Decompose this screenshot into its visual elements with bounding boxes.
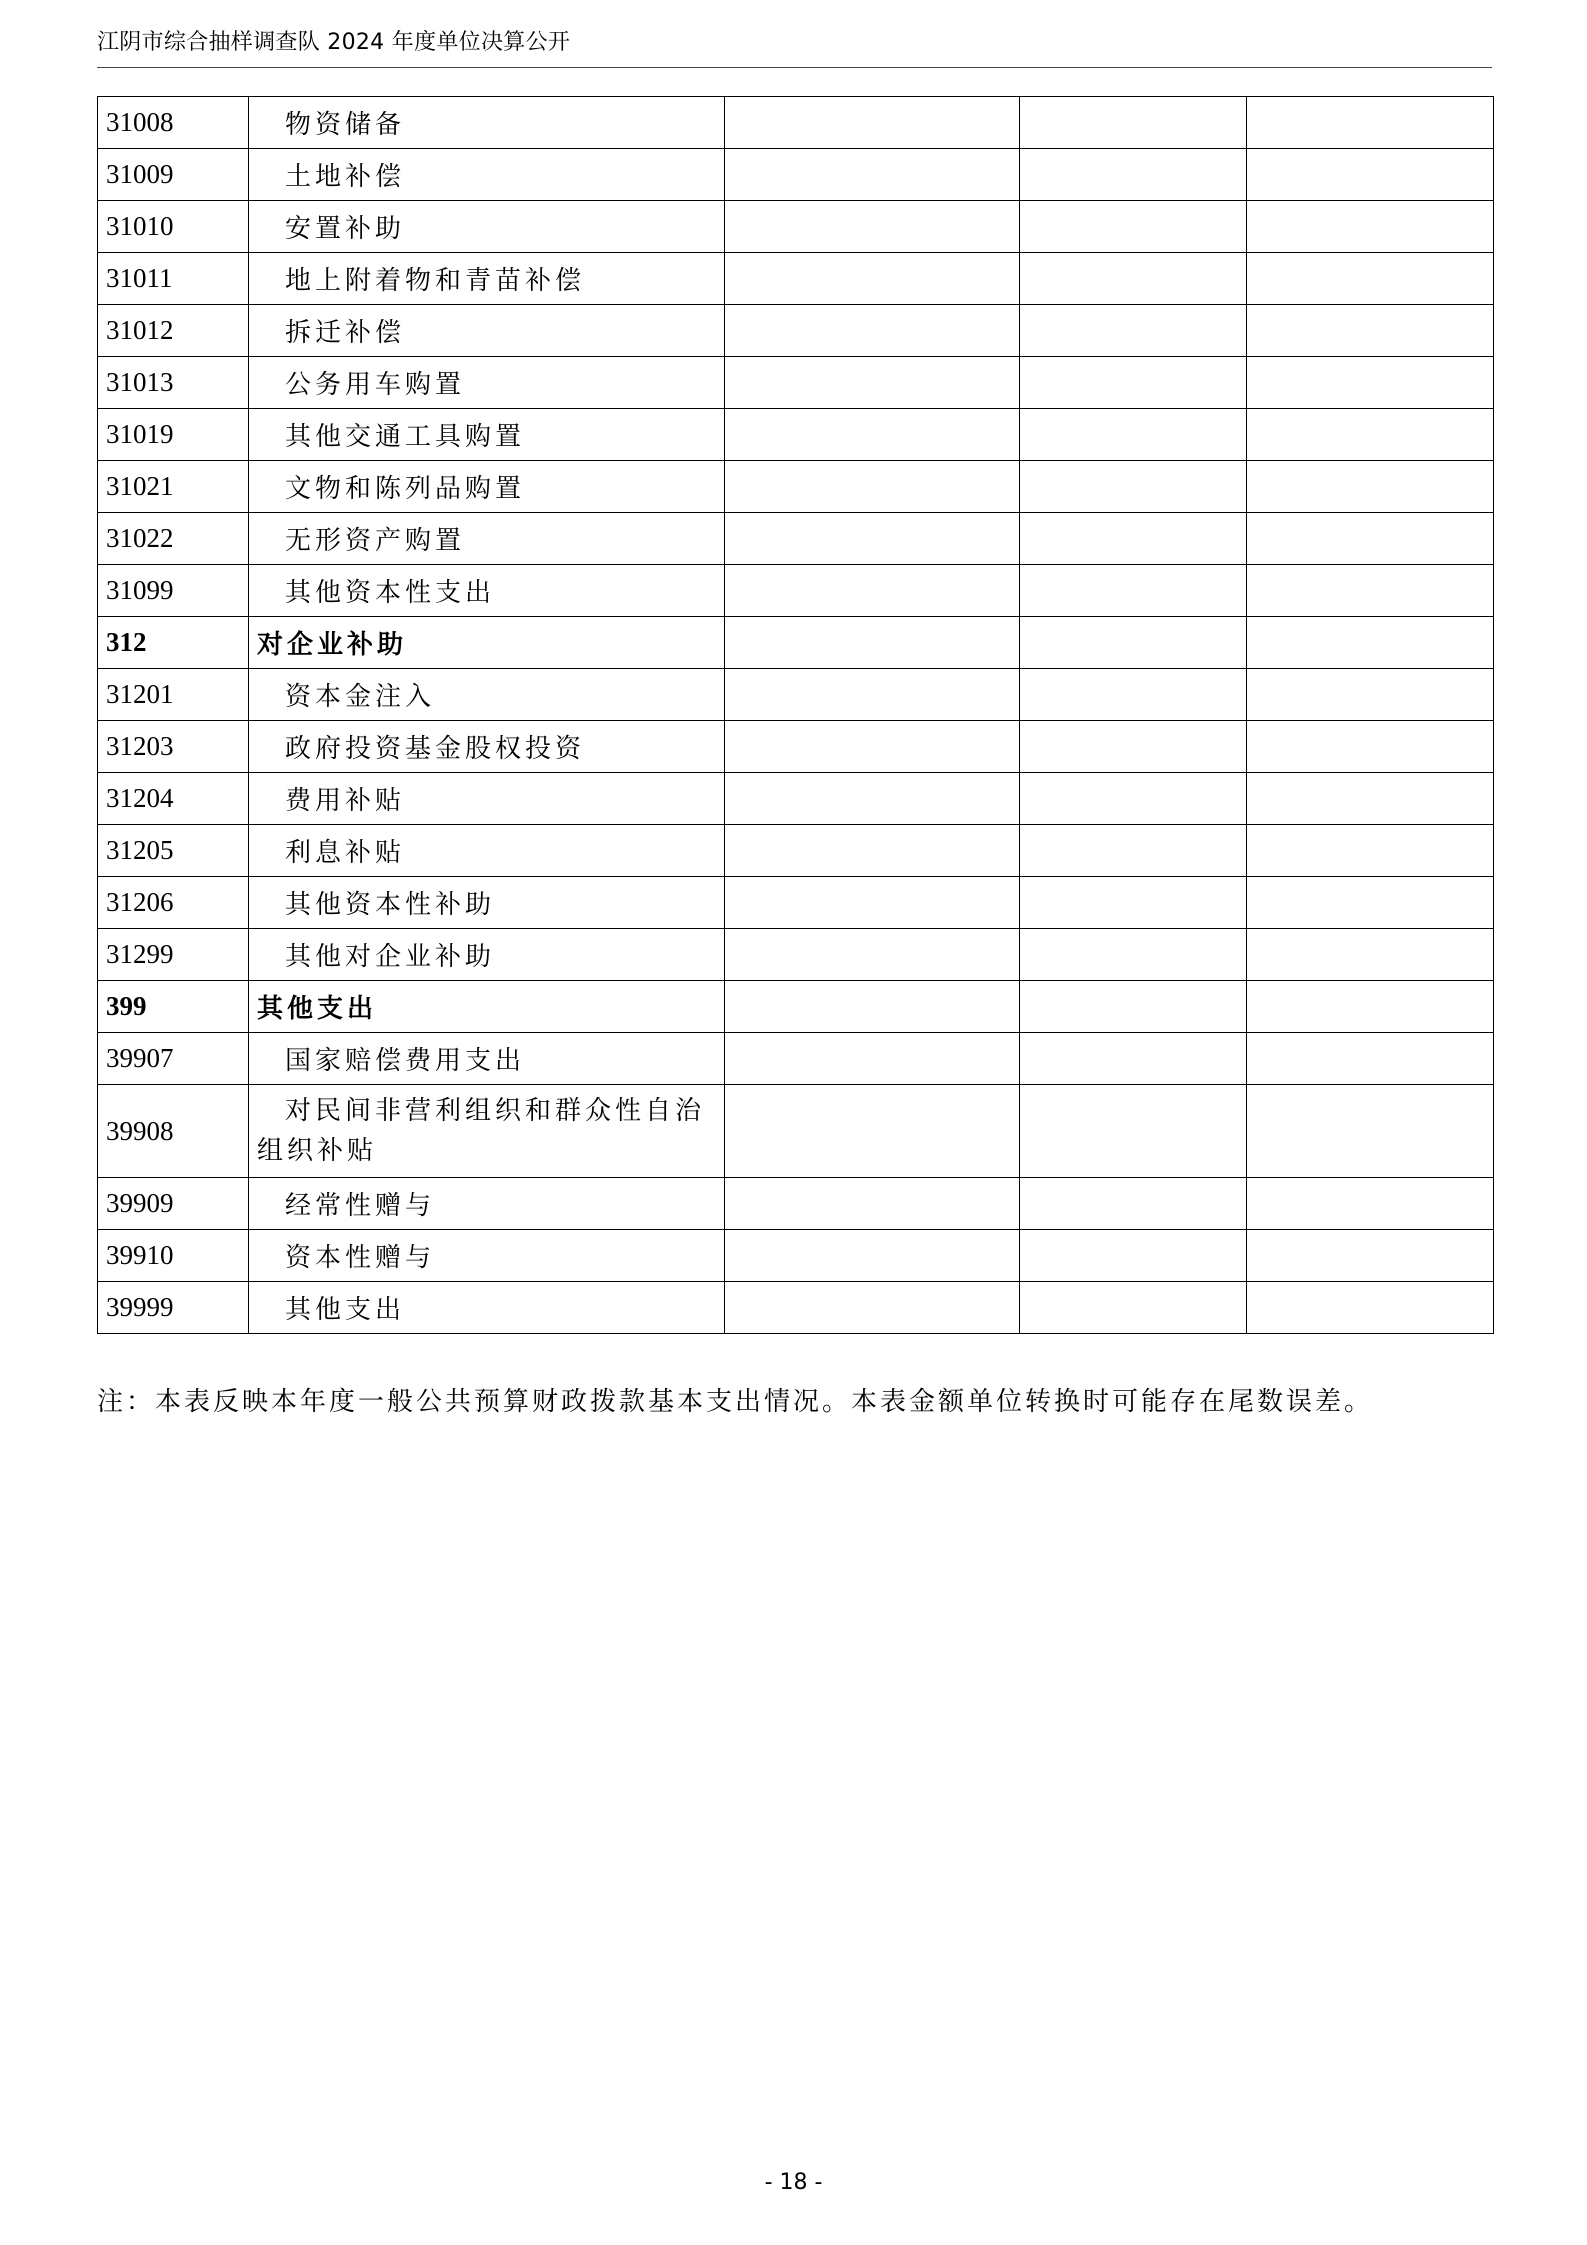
row-name-text: 政府投资基金股权投资: [285, 734, 586, 764]
row-name: [249, 721, 725, 773]
amount-cell: [1020, 409, 1247, 461]
row-name-text: 经常性赠与: [285, 1191, 436, 1221]
document-header: 江阴市综合抽样调查队 2024 年度单位决算公开: [97, 30, 571, 55]
amount-cell: [725, 253, 1020, 305]
table-group-row: [98, 981, 1494, 1033]
amount-cell: [725, 461, 1020, 513]
row-name-text: 其他交通工具购置: [285, 422, 526, 452]
expenditure-table: [97, 96, 1494, 1334]
row-name: [249, 1282, 725, 1334]
amount-cell: [1020, 305, 1247, 357]
table-row: [98, 1033, 1494, 1085]
row-code: 31099: [98, 565, 249, 617]
row-code: 31204: [98, 773, 249, 825]
row-name: [249, 929, 725, 981]
table-row: [98, 1230, 1494, 1282]
amount-cell: [725, 929, 1020, 981]
amount-cell: [1247, 409, 1494, 461]
amount-cell: [725, 773, 1020, 825]
amount-cell: [1020, 149, 1247, 201]
row-code: 39909: [98, 1178, 249, 1230]
row-name-text: 土地补偿: [285, 162, 406, 192]
row-name: [249, 409, 725, 461]
row-name-text: 安置补助: [285, 214, 406, 244]
row-name-text: 对企业补助: [257, 630, 408, 660]
amount-cell: [725, 1085, 1020, 1178]
amount-cell: [1020, 97, 1247, 149]
row-name: [249, 1230, 725, 1282]
row-name: [249, 981, 725, 1033]
amount-cell: [725, 1178, 1020, 1230]
row-code: 31203: [98, 721, 249, 773]
amount-cell: [1247, 201, 1494, 253]
row-code: 31012: [98, 305, 249, 357]
row-name: [249, 669, 725, 721]
table-row: [98, 669, 1494, 721]
row-name: [249, 1085, 725, 1178]
row-name-text: 公务用车购置: [285, 370, 466, 400]
row-code: 31011: [98, 253, 249, 305]
amount-cell: [1020, 617, 1247, 669]
row-code: 31201: [98, 669, 249, 721]
table-row: [98, 773, 1494, 825]
row-name: [249, 617, 725, 669]
amount-cell: [1020, 1230, 1247, 1282]
amount-cell: [1020, 357, 1247, 409]
row-code: 39907: [98, 1033, 249, 1085]
row-name-text: 利息补贴: [285, 838, 406, 868]
row-name: [249, 461, 725, 513]
amount-cell: [1020, 1282, 1247, 1334]
row-code: 399: [98, 981, 249, 1033]
amount-cell: [1247, 1085, 1494, 1178]
table-row: [98, 1282, 1494, 1334]
amount-cell: [725, 201, 1020, 253]
row-name-text: 文物和陈列品购置: [285, 474, 526, 504]
amount-cell: [1247, 253, 1494, 305]
row-code: 31010: [98, 201, 249, 253]
row-name: [249, 1033, 725, 1085]
table-row: [98, 149, 1494, 201]
row-code: 31009: [98, 149, 249, 201]
row-name: [249, 513, 725, 565]
amount-cell: [725, 149, 1020, 201]
table-row: [98, 461, 1494, 513]
row-name-text: 资本性赠与: [285, 1243, 436, 1273]
amount-cell: [1247, 617, 1494, 669]
amount-cell: [1247, 1230, 1494, 1282]
row-code: 31021: [98, 461, 249, 513]
amount-cell: [1020, 1085, 1247, 1178]
amount-cell: [725, 357, 1020, 409]
table-row: [98, 513, 1494, 565]
row-name: [249, 877, 725, 929]
table-row: [98, 565, 1494, 617]
row-name: [249, 253, 725, 305]
amount-cell: [1247, 149, 1494, 201]
row-name-text: 其他对企业补助: [285, 942, 496, 972]
amount-cell: [1247, 1178, 1494, 1230]
table-row: [98, 253, 1494, 305]
amount-cell: [725, 721, 1020, 773]
row-name: [249, 201, 725, 253]
amount-cell: [1247, 721, 1494, 773]
table-row: [98, 1085, 1494, 1178]
amount-cell: [1020, 669, 1247, 721]
row-name-text: 资本金注入: [285, 682, 436, 712]
amount-cell: [1247, 513, 1494, 565]
table-row: [98, 409, 1494, 461]
table-row: [98, 1178, 1494, 1230]
row-name: [249, 825, 725, 877]
amount-cell: [725, 617, 1020, 669]
amount-cell: [1020, 513, 1247, 565]
table-row: [98, 877, 1494, 929]
row-code: 31299: [98, 929, 249, 981]
amount-cell: [1020, 721, 1247, 773]
row-name: [249, 1178, 725, 1230]
row-name-text: 物资储备: [285, 110, 406, 140]
amount-cell: [725, 1282, 1020, 1334]
row-name: [249, 773, 725, 825]
amount-cell: [1247, 1282, 1494, 1334]
amount-cell: [725, 409, 1020, 461]
amount-cell: [725, 669, 1020, 721]
row-code: 39999: [98, 1282, 249, 1334]
row-code: 312: [98, 617, 249, 669]
amount-cell: [1020, 981, 1247, 1033]
row-code: 31206: [98, 877, 249, 929]
amount-cell: [1247, 981, 1494, 1033]
amount-cell: [1247, 929, 1494, 981]
row-name-text: 其他支出: [285, 1295, 406, 1325]
row-name-text: 无形资产购置: [285, 526, 466, 556]
row-name-text: 其他支出: [257, 994, 378, 1024]
table-row: [98, 201, 1494, 253]
row-name-text: 拆迁补偿: [285, 318, 406, 348]
amount-cell: [725, 981, 1020, 1033]
amount-cell: [1020, 1178, 1247, 1230]
amount-cell: [1020, 877, 1247, 929]
amount-cell: [1247, 669, 1494, 721]
row-code: 31008: [98, 97, 249, 149]
row-code: 31022: [98, 513, 249, 565]
amount-cell: [725, 305, 1020, 357]
row-name: [249, 357, 725, 409]
amount-cell: [1020, 565, 1247, 617]
row-code: 39908: [98, 1085, 249, 1178]
amount-cell: [1020, 253, 1247, 305]
table-row: [98, 721, 1494, 773]
table-note: 注：本表反映本年度一般公共预算财政拨款基本支出情况。本表金额单位转换时可能存在尾数误差。: [97, 1387, 1374, 1417]
row-name-text: 其他资本性支出: [285, 578, 496, 608]
row-name-text: 对民间非营利组织和群众性自治组织补贴: [257, 1096, 706, 1166]
amount-cell: [1247, 773, 1494, 825]
row-name: [249, 565, 725, 617]
amount-cell: [1247, 565, 1494, 617]
row-name-text: 其他资本性补助: [285, 890, 496, 920]
table-body: [98, 97, 1494, 1334]
amount-cell: [1247, 877, 1494, 929]
row-name: [249, 97, 725, 149]
amount-cell: [725, 513, 1020, 565]
amount-cell: [725, 1033, 1020, 1085]
amount-cell: [725, 97, 1020, 149]
row-name: [249, 149, 725, 201]
table-row: [98, 97, 1494, 149]
row-code: 31205: [98, 825, 249, 877]
table-row: [98, 929, 1494, 981]
row-name-text: 地上附着物和青苗补偿: [285, 266, 586, 296]
amount-cell: [725, 825, 1020, 877]
row-name: [249, 305, 725, 357]
row-code: 31019: [98, 409, 249, 461]
amount-cell: [725, 877, 1020, 929]
row-code: 31013: [98, 357, 249, 409]
table-group-row: [98, 617, 1494, 669]
amount-cell: [1020, 825, 1247, 877]
row-name-text: 国家赔偿费用支出: [285, 1046, 526, 1076]
amount-cell: [1020, 461, 1247, 513]
amount-cell: [725, 565, 1020, 617]
amount-cell: [1020, 201, 1247, 253]
table-row: [98, 305, 1494, 357]
amount-cell: [1247, 357, 1494, 409]
table-row: [98, 825, 1494, 877]
amount-cell: [1020, 929, 1247, 981]
amount-cell: [1020, 773, 1247, 825]
row-name-text: 费用补贴: [285, 786, 406, 816]
amount-cell: [1247, 305, 1494, 357]
amount-cell: [725, 1230, 1020, 1282]
table-row: [98, 357, 1494, 409]
amount-cell: [1247, 825, 1494, 877]
page-number: - 18 -: [764, 2170, 823, 2195]
amount-cell: [1247, 461, 1494, 513]
amount-cell: [1247, 1033, 1494, 1085]
amount-cell: [1247, 97, 1494, 149]
row-code: 39910: [98, 1230, 249, 1282]
amount-cell: [1020, 1033, 1247, 1085]
header-divider: [97, 67, 1492, 68]
